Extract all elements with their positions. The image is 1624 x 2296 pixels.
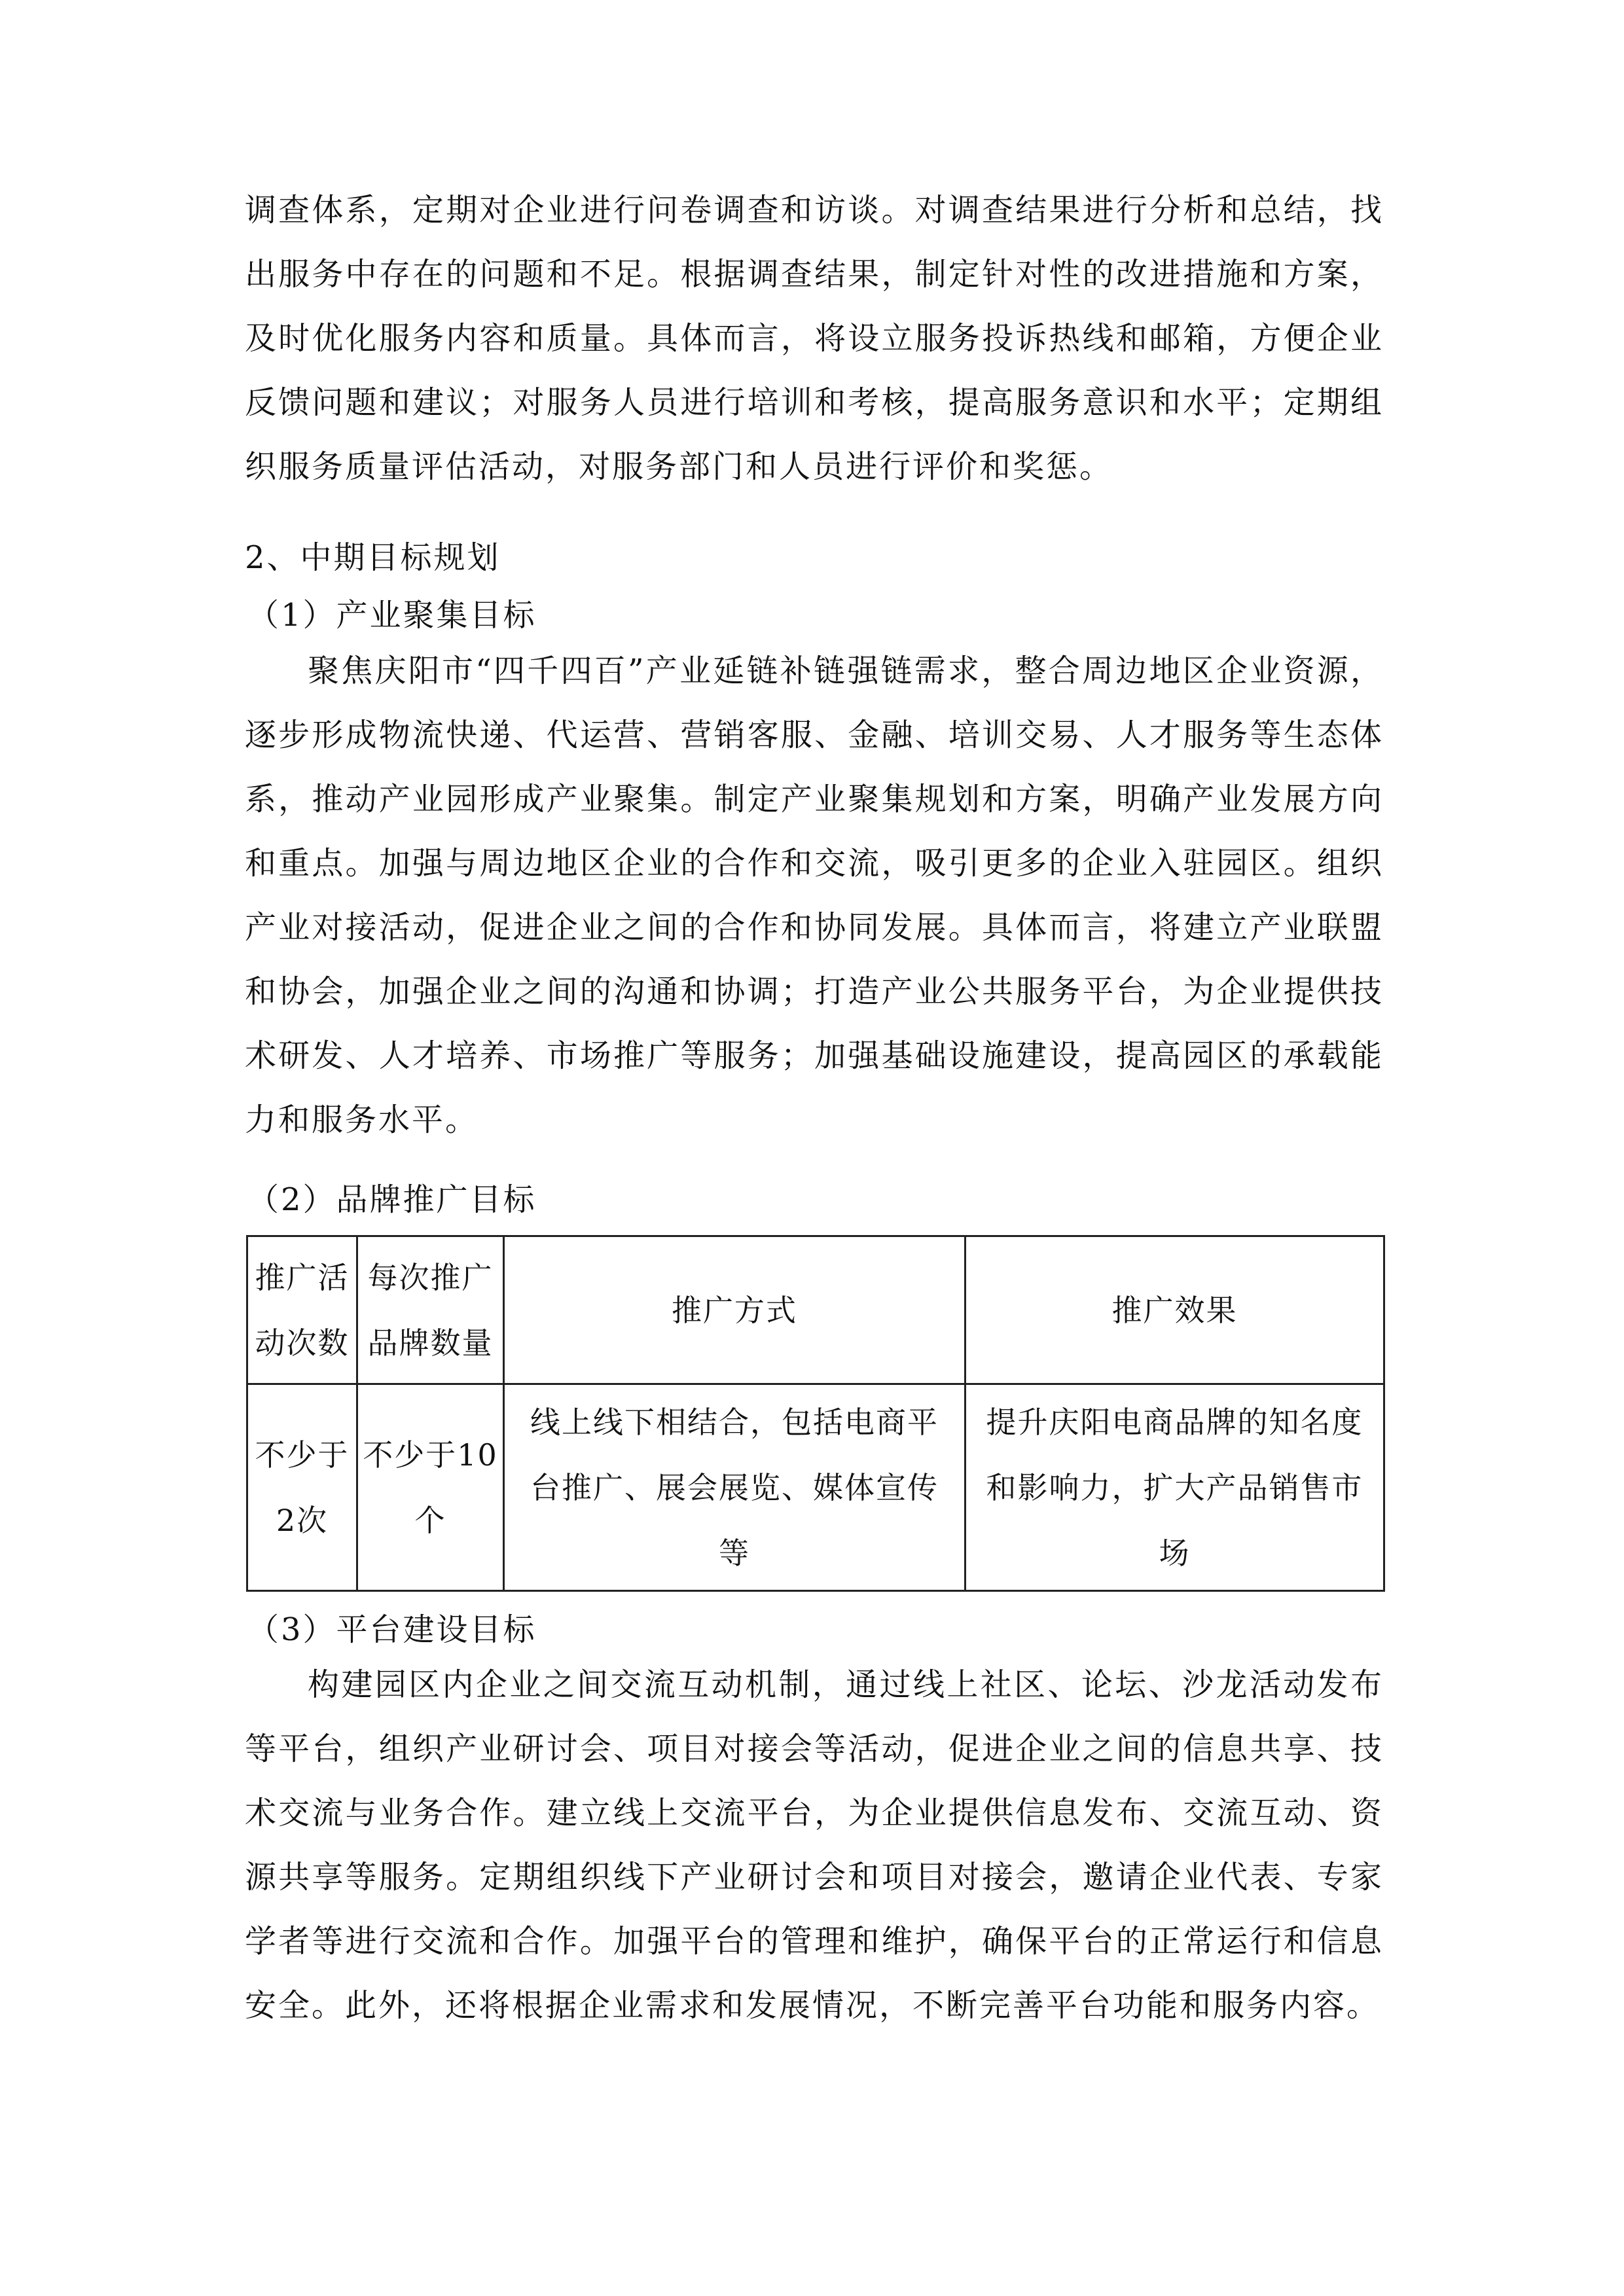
industry-cluster-paragraph: 聚焦庆阳市“四千四百”产业延链补链强链需求，整合周边地区企业资源，逐步形成物流快递、代运营、营销客服、金融、培训交易、人才服务等生态体系，推动产业园形成产业聚集。制定产业聚集规划和方案，明确产业发展方向和重点。加强与周边地区企业的合作和交流，吸引更多的企业入驻园区。组织产业对接活动，促进企业之间的合作和协同发展。具体而言，将建立产业联盟和协会，加强企业之间的沟通和协调；打造产业公共服务平台，为企业提供技术研发、人才培养、市场推广等服务；加强基础设施建设，提高园区的承载能力和服务水平。 [245,653,1384,1138]
header-promotion-method: 推广方式 [504,1236,965,1384]
subsection-heading-1: （1）产业聚集目标 [247,597,537,634]
header-activity-count: 推广活动次数 [247,1236,357,1384]
platform-building-paragraph: 构建园区内企业之间交流互动机制，通过线上社区、论坛、沙龙活动发布等平台，组织产业研讨会、项目对接会等活动，促进企业之间的信息共享、技术交流与业务合作。建立线上交流平台，为企业提供信息发布、交流互动、资源共享等服务。定期组织线下产业研讨会和项目对接会，邀请企业代表、专家学者等进行交流和合作。加强平台的管理和维护，确保平台的正常运行和信息安全。此外，还将根据企业需求和发展情况，不断完善平台功能和服务内容。 [245,1666,1384,2024]
subsection-heading-2: （2）品牌推广目标 [247,1181,537,1218]
subsection-heading-3: （3）平台建设目标 [247,1611,537,1648]
cell-brands-per-event: 不少于10个 [357,1384,504,1591]
brand-promotion-table [246,1235,1385,1592]
header-brands-per-event: 每次推广品牌数量 [357,1236,504,1384]
section-heading-2: 2、中期目标规划 [245,539,501,576]
cell-promotion-method: 线上线下相结合，包括电商平台推广、展会展览、媒体宣传等 [504,1384,965,1591]
header-promotion-effect: 推广效果 [965,1236,1384,1384]
table-row [247,1384,1384,1591]
intro-paragraph: 调查体系，定期对企业进行问卷调查和访谈。对调查结果进行分析和总结，找出服务中存在的问题和不足。根据调查结果，制定针对性的改进措施和方案，及时优化服务内容和质量。具体而言，将设立服务投诉热线和邮箱，方便企业反馈问题和建议；对服务人员进行培训和考核，提高服务意识和水平；定期组织服务质量评估活动，对服务部门和人员进行评价和奖惩。 [245,192,1384,485]
cell-promotion-effect: 提升庆阳电商品牌的知名度和影响力，扩大产品销售市场 [965,1384,1384,1591]
table-header-row [247,1236,1384,1384]
cell-activity-count: 不少于2次 [247,1384,357,1591]
